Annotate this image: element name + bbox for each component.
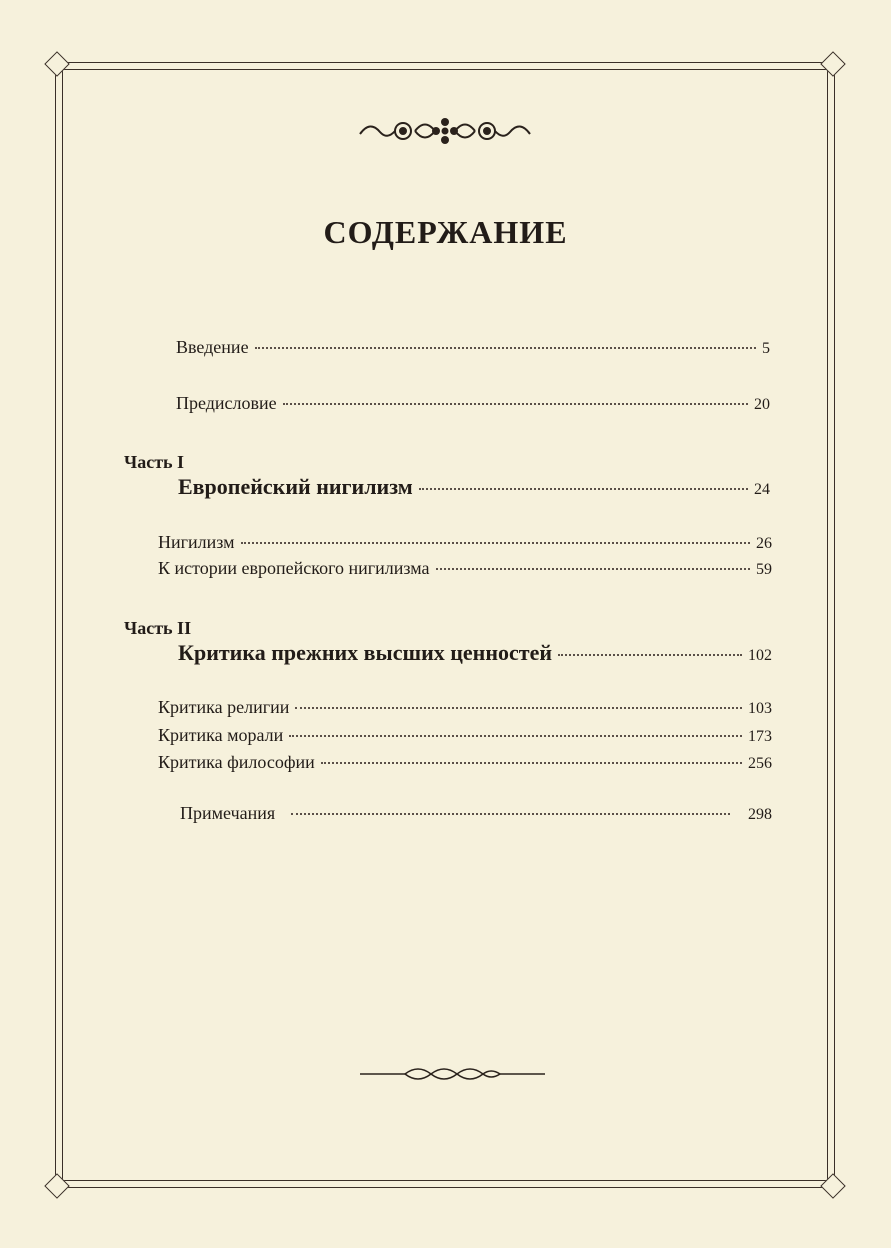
dot-leader [419,488,748,490]
toc-entry-notes[interactable] [180,803,772,824]
toc-entry-preface[interactable] [176,393,770,414]
toc-entry-introduction[interactable] [176,337,770,358]
dot-leader [295,707,742,709]
part-two-label: Часть II [124,618,192,638]
toc-entry-title: Примечания [180,803,276,823]
toc-entry-part-two[interactable] [178,640,772,666]
toc-entry-page: 59 [756,561,772,578]
toc-entry-page: 103 [748,700,772,717]
toc-entry-title: Европейский нигилизм [178,474,413,499]
toc-entry-title: Критика морали [158,725,284,745]
toc-entry-page: 102 [748,647,772,664]
toc-entry-title: Предисловие [176,393,277,413]
toc-entry-page: 24 [754,481,770,498]
toc-entry-page: 20 [754,396,770,413]
toc-entry-religion[interactable] [158,697,772,718]
toc-entry-title: Критика философии [158,752,315,772]
dot-leader [436,568,750,570]
toc-entry-title: Нигилизм [158,532,235,552]
dot-leader [255,347,756,349]
page-title: СОДЕРЖАНИЕ [323,214,568,250]
toc-entry-page: 256 [748,755,772,772]
toc-entry-nihilism[interactable] [158,532,772,553]
toc-entry-page: 173 [748,728,772,745]
toc-entry-part-one[interactable] [178,474,770,500]
decorative-ornament-top [355,114,535,148]
toc-entry-philosophy[interactable] [158,752,772,773]
dot-leader [289,735,742,737]
dot-leader [241,542,750,544]
part-one-label: Часть I [124,452,185,472]
toc-entry-page: 298 [748,806,772,823]
toc-entry-page: 5 [762,340,770,357]
decorative-ornament-bottom [360,1062,545,1086]
toc-entry-page: 26 [756,535,772,552]
toc-entry-history[interactable] [158,558,772,579]
dot-leader [321,762,742,764]
dot-leader [291,813,730,815]
toc-entry-title: Введение [176,337,249,357]
toc-entry-title: Критика религии [158,697,290,717]
toc-entry-morality[interactable] [158,725,772,746]
dot-leader [558,654,742,656]
toc-entry-title: К истории европейского нигилизма [158,558,430,578]
toc-entry-title: Критика прежних высших ценностей [178,640,553,665]
dot-leader [283,403,748,405]
